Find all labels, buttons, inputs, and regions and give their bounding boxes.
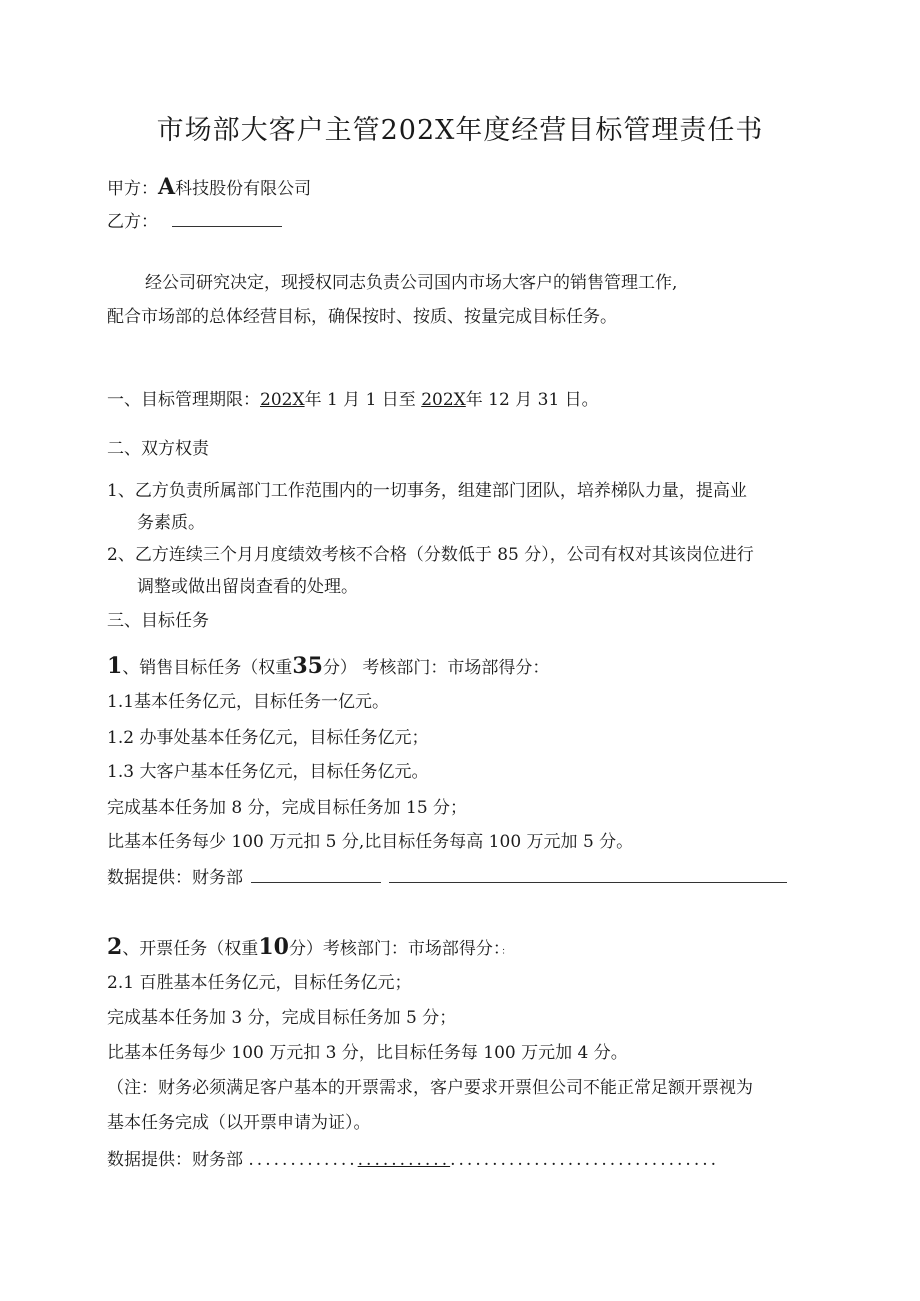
section-2-heading: 二、双方权责 bbox=[107, 439, 209, 459]
section-1-period bbox=[107, 388, 599, 412]
section-2-item-2-line-1: 2、乙方连续三个月月度绩效考核不合格（分数低于 85 分），公司有权对其该岗位进行 bbox=[107, 545, 754, 565]
intro-line-1: 经公司研究决定，现授权同志负责公司国内市场大客户的销售管理工作, bbox=[145, 273, 678, 293]
party-b-blank[interactable] bbox=[172, 210, 282, 227]
intro-line-2: 配合市场部的总体经营目标，确保按时、按质、按量完成目标任务。 bbox=[107, 307, 617, 327]
task-2-head-a: 、开票任务（权重 bbox=[122, 939, 259, 959]
task-1-head-a: 、销售目标任务（权重 bbox=[122, 658, 293, 678]
task-2-line-3: 比基本任务每少 100 万元扣 3 分，比目标任务每 100 万元加 4 分。 bbox=[107, 1043, 628, 1063]
section-2-item-1-line-1: 1、乙方负责所属部门工作范围内的一切事务，组建部门团队，培养梯队力量，提高业 bbox=[107, 481, 747, 501]
document-title bbox=[0, 113, 920, 149]
task-1-data-source bbox=[107, 866, 787, 890]
section-1-start-year: 202X bbox=[260, 390, 305, 410]
task-1-number: 1 bbox=[107, 653, 123, 679]
title-text: 市场部大客户主管202X年度经营目标管理责任书 bbox=[156, 115, 764, 146]
task-2-weight: 10 bbox=[258, 934, 289, 960]
section-3-heading: 三、目标任务 bbox=[107, 611, 209, 631]
party-b-label: 乙方： bbox=[107, 212, 158, 232]
task-1-line-2: 1.2 办事处基本任务亿元，目标任务亿元； bbox=[107, 728, 429, 748]
task-2-heading bbox=[107, 935, 510, 964]
task-1-weight: 35 bbox=[292, 653, 323, 679]
task-2-head-tail: ： bbox=[501, 947, 511, 957]
task-1-line-3: 1.3 大客户基本任务亿元，目标任务亿元。 bbox=[107, 762, 429, 782]
task-1-blank-2[interactable] bbox=[389, 866, 787, 883]
task-1-line-4: 完成基本任务加 8 分，完成目标任务加 15 分； bbox=[107, 798, 468, 818]
task-1-line-1: 1.1基本任务亿元，目标任务一亿元。 bbox=[107, 692, 390, 712]
task-1-line-5: 比基本任务每少 100 万元扣 5 分,比目标任务每高 100 万元加 5 分。 bbox=[107, 832, 634, 852]
party-b-line bbox=[107, 210, 282, 234]
task-2-data-label: 数据提供：财务部 bbox=[107, 1150, 243, 1170]
task-1-head-b: 分） 考核部门：市场部得分： bbox=[322, 658, 550, 678]
section-2-item-1-line-2: 务素质。 bbox=[137, 513, 205, 533]
task-2-dots-3: ................................ bbox=[450, 1150, 720, 1170]
task-2-head-b: 分）考核部门：市场部得分： bbox=[288, 939, 502, 959]
task-2-note-line-2: 基本任务完成（以开票申请为证）。 bbox=[107, 1113, 371, 1133]
section-2-item-2-line-2: 调整或做出留岗查看的处理。 bbox=[137, 577, 358, 597]
task-2-line-1: 2.1 百胜基本任务亿元，目标任务亿元； bbox=[107, 973, 412, 993]
task-2-data-source bbox=[107, 1148, 719, 1172]
task-1-blank-1[interactable] bbox=[251, 866, 381, 883]
section-1-end-year: 202X bbox=[421, 390, 466, 410]
task-2-dots-2: ........... bbox=[357, 1150, 451, 1170]
task-2-note-line-1: （注：财务必须满足客户基本的开票需求，客户要求开票但公司不能正常足额开票视为 bbox=[107, 1078, 753, 1098]
task-1-data-label: 数据提供：财务部 bbox=[107, 868, 243, 888]
section-1-suffix: 年 12 月 31 日。 bbox=[465, 390, 599, 410]
task-1-heading bbox=[107, 654, 549, 680]
task-2-line-2: 完成基本任务加 3 分，完成目标任务加 5 分； bbox=[107, 1008, 457, 1028]
section-1-prefix: 一、目标管理期限： bbox=[107, 390, 260, 410]
task-2-number: 2 bbox=[107, 934, 123, 960]
section-1-mid: 年 1 月 1 日至 bbox=[304, 390, 422, 410]
party-a-line bbox=[107, 175, 311, 201]
task-2-dots-1: ............. bbox=[248, 1150, 358, 1170]
party-a-name: 科技股份有限公司 bbox=[175, 179, 312, 199]
party-a-label: 甲方： bbox=[107, 179, 158, 199]
party-a-prefix: A bbox=[158, 174, 176, 200]
